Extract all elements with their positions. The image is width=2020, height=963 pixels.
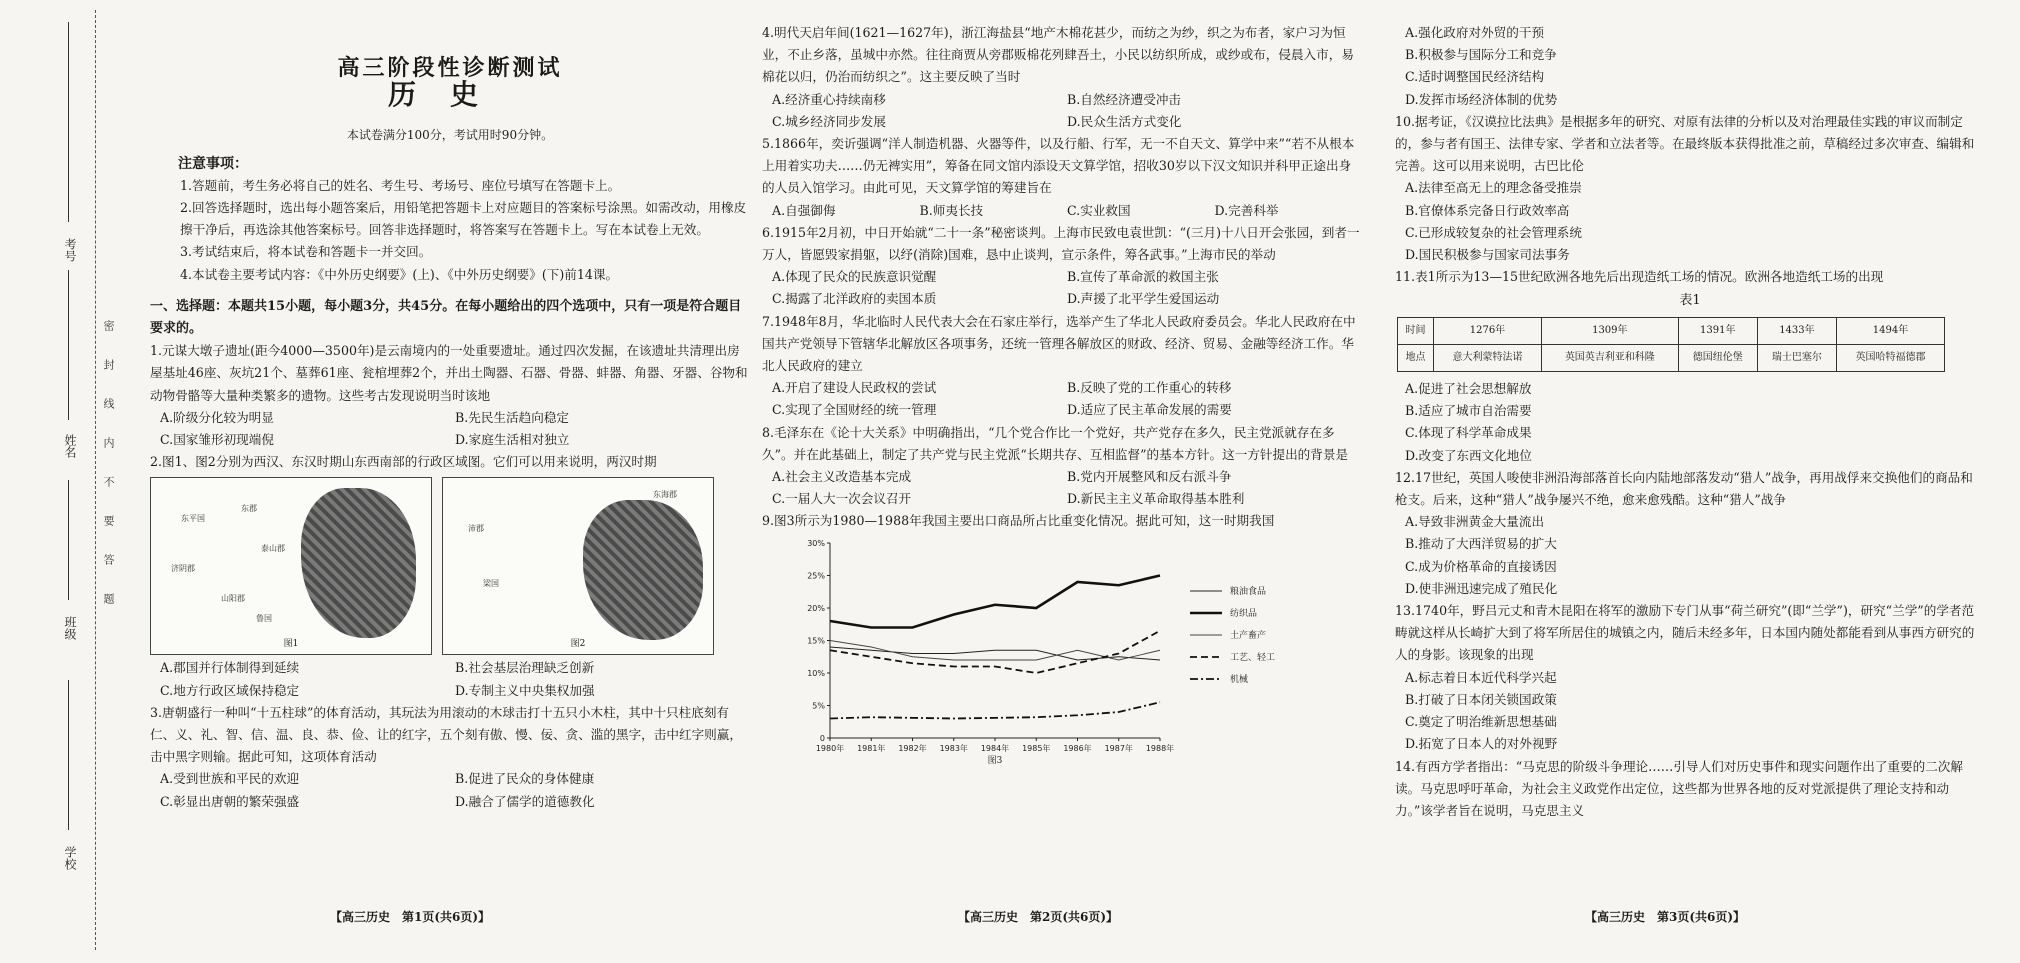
map-figure-1: [150, 477, 432, 655]
y-tick-label: 0: [819, 733, 825, 743]
option-a: A.促进了社会思想解放: [1405, 381, 1532, 397]
seal-char: 线: [102, 398, 115, 437]
question-9-options: [1395, 22, 1985, 111]
map-figure-2: [442, 477, 714, 655]
option-d: D.民众生活方式变化: [1067, 113, 1182, 129]
exam-no-field: [68, 22, 69, 222]
table-cell: 1309年: [1541, 317, 1678, 344]
question-4-options: [762, 89, 1362, 133]
question-5-stem: 5.1866年，奕䜣强调“洋人制造机器、火器等件，以及行船、行军，无一不自天文、算学中来”“若不从根本上用着实功夫……仍无裨实用”，筹备在同文馆内添设天文算学馆，招收30岁以下汉文知识并科甲正途出身的人员入馆学习。由此可见，天文算学馆的筹建旨在: [762, 136, 1355, 196]
page-2: [762, 22, 1362, 774]
table-cell: 1433年: [1757, 317, 1836, 344]
map-label: 东郡: [241, 504, 257, 514]
table-row: [1398, 344, 1945, 371]
option-c: C.地方行政区域保持稳定: [160, 682, 300, 698]
option-b: B.党内开展整风和反右派斗争: [1067, 469, 1232, 485]
option-c: C.一届人大一次会议召开: [772, 491, 912, 507]
option-d: D.新民主主义革命取得基本胜利: [1067, 491, 1245, 507]
option-d: D.完善科举: [1214, 202, 1279, 218]
question-12-options: [1395, 511, 1985, 600]
question-9-stem: 9.图3所示为1980—1988年我国主要出口商品所占比重变化情况。据此可知，这一时期我国: [762, 513, 1275, 529]
option-c: C.已形成较复杂的社会管理系统: [1405, 224, 1582, 240]
x-tick-label: 1984年: [980, 743, 1010, 753]
question-7-options: [762, 377, 1362, 421]
y-tick-label: 20%: [807, 603, 825, 613]
school-field: [68, 680, 69, 830]
page-1-footer: 【高三历史 第1页(共6页)】: [330, 910, 491, 924]
option-a: A.自强御侮: [772, 202, 836, 218]
question-1-options: [150, 407, 750, 451]
option-a: A.导致非洲黄金大量流出: [1405, 514, 1545, 530]
binding-margin: [0, 0, 128, 963]
option-c: C.彰显出唐朝的繁荣强盛: [160, 793, 300, 809]
option-b: B.先民生活趋向稳定: [455, 409, 570, 425]
section-heading: 一、选择题：本题共15小题，每小题3分，共45分。在每小题给出的四个选项中，只有一项是符合题目要求的。: [150, 298, 742, 337]
class-field: [68, 480, 69, 600]
question-1-stem: 1.元谋大墩子遗址(距今4000—3500年)是云南境内的一处重要遗址。通过四次发掘，在该遗址共清理出房屋基址46座、灰坑21个、墓葬61座、瓮棺埋葬2个，并出土陶器、石器、骨器、蚌器、角器、牙器、谷物和动物骨骼等大量种类繁多的遗物。这些考古发现说明当时该地: [150, 343, 748, 403]
seal-warning: [100, 320, 116, 632]
table-row-head: 时间: [1398, 317, 1434, 344]
x-tick-label: 1983年: [939, 743, 968, 753]
option-c: C.体现了科学革命成果: [1405, 425, 1532, 441]
table-cell: 1391年: [1678, 317, 1757, 344]
table-cell: 英国哈特福德郡: [1837, 344, 1945, 371]
option-b: B.自然经济遭受冲击: [1067, 91, 1182, 107]
question-4-stem: 4.明代天启年间(1621—1627年)，浙江海盐县“地产木棉花甚少，而纺之为纱，织之为布者，家户习为恒业，不止乡落，虽城中亦然。往往商贾从旁郡贩棉花列肆吾土，小民以纺织所成，或纱或布，侵晨入市，易棉花以归，仍治而纺织之”。这主要反映了当时: [762, 25, 1354, 85]
figure-2-caption: 图2: [570, 639, 586, 650]
series-line-1: [830, 575, 1160, 627]
seal-char: 要: [102, 515, 115, 554]
notice-item: 4.本试卷主要考试内容：《中外历史纲要》(上)、《中外历史纲要》(下)前14课。: [180, 266, 619, 282]
question-13-stem: 13.1740年，野吕元丈和青木昆阳在将军的激励下专门从事“荷兰研究”(即“兰学”)，研究“兰学”的学者范畴就这样从长崎扩大到了将军所居住的城镇之内，随后未经多年，日本国内随处都能看到从事西方研究的人的身影。该现象的出现: [1395, 603, 1975, 663]
legend-label: 粮油食品: [1230, 586, 1267, 597]
option-a: A.郡国并行体制得到延续: [160, 660, 300, 676]
option-b: B.打破了日本闭关锁国政策: [1405, 691, 1557, 707]
legend-label: 工艺、轻工: [1230, 652, 1276, 663]
question-2-stem: 2.图1、图2分别为西汉、东汉时期山东西南部的行政区域图。它们可以用来说明，两汉时期: [150, 454, 657, 470]
option-d: D.拓宽了日本人的对外视野: [1405, 736, 1558, 752]
map-label: 山阳郡: [221, 594, 245, 604]
export-chart-wrap: [792, 535, 1362, 774]
notice-item: 2.回答选择题时，选出每小题答案后，用铅笔把答题卡上对应题目的答案标号涂黑。如需改动，用橡皮擦干净后，再选涂其他答案标号。回答非选择题时，将答案写在答题卡上。写在本试卷上无效。: [180, 200, 747, 238]
question-3-stem: 3.唐朝盛行一种叫“十五柱球”的体育活动，其玩法为用滚动的木球击打十五只小木柱，其中十只柱底刻有仁、义、礼、智、信、温、良、恭、俭、让的红字，五个刻有傲、慢、佞、贪、滥的黑字，击中红字则赢，击中黑字则输。据此可知，这项体育活动: [150, 704, 742, 765]
option-d: D.发挥市场经济体制的优势: [1405, 91, 1558, 107]
question-2-maps: [150, 477, 750, 655]
seal-char: 内: [102, 437, 115, 476]
question-10-options: [1395, 177, 1985, 266]
table-row-head: 地点: [1398, 344, 1434, 371]
name-label: 姓名: [63, 434, 77, 458]
series-line-3: [830, 630, 1160, 672]
option-b: B.宣传了革命派的救国主张: [1067, 269, 1219, 285]
x-tick-label: 1982年: [898, 743, 927, 753]
option-c: C.揭露了北洋政府的卖国本质: [772, 291, 937, 307]
option-c: C.国家雏形初现端倪: [160, 432, 274, 448]
table-cell: 英国英吉利亚和科隆: [1541, 344, 1678, 371]
option-a: A.开启了建设人民政权的尝试: [772, 380, 937, 396]
y-tick-label: 15%: [807, 636, 825, 646]
map-label: 济阴郡: [171, 564, 195, 574]
x-tick-label: 1987年: [1104, 743, 1133, 753]
option-c: C.成为价格革命的直接诱因: [1405, 558, 1557, 574]
series-line-4: [830, 702, 1160, 718]
option-b: B.积极参与国际分工和竞争: [1405, 47, 1557, 63]
page-2-footer: 【高三历史 第2页(共6页)】: [958, 910, 1119, 924]
table-cell: 1494年: [1837, 317, 1945, 344]
option-d: D.国民积极参与国家司法事务: [1405, 247, 1570, 263]
table-cell: 瑞士巴塞尔: [1757, 344, 1836, 371]
x-tick-label: 1986年: [1063, 743, 1092, 753]
option-d: D.声援了北平学生爱国运动: [1067, 291, 1220, 307]
question-7-stem: 7.1948年8月，华北临时人民代表大会在石家庄举行，选举产生了华北人民政府委员会。华北人民政府在中国共产党领导下管辖华北解放区各项事务，还统一管理各解放区的财政、经济、贸易、金融等经济工作。华北人民政府的建立: [762, 313, 1356, 374]
option-a: A.阶级分化较为明显: [160, 409, 274, 425]
option-a: A.标志着日本近代科学兴起: [1405, 669, 1557, 685]
chart-caption: 图3: [987, 755, 1003, 766]
question-6-options: [762, 266, 1362, 310]
option-b: B.官僚体系完备日行政效率高: [1405, 202, 1570, 218]
option-b: B.促进了民众的身体健康: [455, 771, 595, 787]
x-tick-label: 1988年: [1145, 743, 1175, 753]
option-d: D.家庭生活相对独立: [455, 432, 570, 448]
x-tick-label: 1985年: [1022, 743, 1051, 753]
figure-1-caption: 图1: [283, 639, 299, 650]
question-3-options: [150, 768, 750, 812]
option-d: D.适应了民主革命发展的需要: [1067, 402, 1232, 418]
question-2-options: [150, 657, 750, 701]
table-1-caption: 表1: [1679, 293, 1701, 309]
table-row: [1398, 317, 1945, 344]
legend-label: 纺织品: [1230, 608, 1258, 619]
option-c: C.实现了全国财经的统一管理: [772, 402, 937, 418]
y-tick-label: 30%: [807, 538, 825, 548]
seal-char: 封: [102, 359, 115, 398]
subject-title: 历史: [387, 78, 512, 112]
question-13-options: [1395, 667, 1985, 756]
question-8-options: [762, 466, 1362, 510]
option-c: C.城乡经济同步发展: [772, 113, 886, 129]
option-a: A.社会主义改造基本完成: [772, 469, 912, 485]
option-b: B.推动了大西洋贸易的扩大: [1405, 536, 1557, 552]
option-c: C.实业救国: [1067, 202, 1131, 218]
map-label: 泰山郡: [261, 544, 285, 554]
question-8-stem: 8.毛泽东在《论十大关系》中明确指出，“几个党合作比一个党好，共产党存在多久，民主党派就存在多久”。并在此基础上，制定了共产党与民主党派“长期共存、互相监督”的基本方针。这一方针提出的背景是: [762, 424, 1349, 462]
option-a: A.强化政府对外贸的干预: [1405, 25, 1545, 40]
option-c: C.奠定了明治维新思想基础: [1405, 714, 1557, 730]
page-1: [150, 22, 750, 813]
name-field: [68, 270, 69, 420]
question-10-stem: 10.据考证，《汉谟拉比法典》是根据多年的研究、对原有法律的分析以及对治理最佳实践的审议而制定的，参与者有国王、法律专家、学者和立法者等。在最终版本获得批准之前，草稿经过多次审查、编辑和完善。这可以用来说明，古巴比伦: [1395, 113, 1975, 174]
map-hatched-region: [301, 488, 416, 638]
notice-item: 3.考试结束后，将本试卷和答题卡一并交回。: [180, 244, 432, 260]
question-6-stem: 6.1915年2月初，中日开始就“二十一条”秘密谈判。上海市民致电袁世凯：“(三月)十八日开会张园，到者一万人，皆愿毁家捐躯，以纾(消除)国难，恳中止谈判，宣示条件，筹各武事。”上海市民的举动: [762, 224, 1360, 263]
option-d: D.使非洲迅速完成了殖民化: [1405, 580, 1558, 596]
school-label: 学校: [63, 846, 77, 870]
option-d: D.融合了儒学的道德教化: [455, 793, 595, 809]
option-b: B.反映了党的工作重心的转移: [1067, 380, 1232, 396]
seal-char: 密: [102, 320, 115, 359]
page-3-footer: 【高三历史 第3页(共6页)】: [1585, 910, 1746, 924]
option-a: A.法律至高无上的理念备受推崇: [1405, 180, 1582, 196]
notice-title: 注意事项：: [178, 155, 248, 172]
map-label: 梁国: [483, 579, 499, 589]
table-1: [1397, 317, 1945, 372]
map-label: 沛郡: [468, 524, 484, 534]
option-b: B.师夷长技: [919, 202, 984, 218]
question-12-stem: 12.17世纪，英国人唆使非洲沿海部落首长向内陆地部落发动“猎人”战争，再用战俘来交换他们的商品和枪支。后来，这种“猎人”战争屡兴不绝，愈来愈残酷。这种“猎人”战争: [1395, 469, 1973, 508]
option-b: B.社会基层治理缺乏创新: [455, 660, 595, 676]
seal-line: [95, 10, 96, 950]
map-label: 东平国: [181, 514, 205, 524]
seal-char: 不: [102, 476, 115, 515]
y-tick-label: 10%: [807, 668, 825, 678]
seal-char: 答: [102, 554, 115, 593]
map-hatched-region: [583, 500, 703, 640]
option-b: B.适应了城市自治需要: [1405, 403, 1532, 419]
question-11-options: [1395, 378, 1985, 467]
option-a: A.经济重心持续南移: [772, 91, 886, 107]
question-14-stem: 14.有西方学者指出：“马克思的阶级斗争理论……引导人们对历史事件和现实问题作出了重要的二次解读。马克思呼吁革命，为社会主义政党作出定位，这些都为世界各地的反对党派提供了理论支持和动力。”该学者旨在说明，马克思主义: [1395, 758, 1963, 818]
table-cell: 德国纽伦堡: [1678, 344, 1757, 371]
y-tick-label: 25%: [807, 571, 825, 581]
option-a: A.体现了民众的民族意识觉醒: [772, 269, 937, 285]
export-share-line-chart: [792, 535, 1312, 767]
exam-title: 高三阶段性诊断测试: [337, 56, 563, 81]
option-d: D.专制主义中央集权加强: [455, 682, 595, 698]
notice-item: 1.答题前，考生务必将自己的姓名、考生号、考场号、座位号填写在答题卡上。: [180, 177, 621, 193]
map-label: 鲁国: [256, 614, 272, 624]
map-label: 东海郡: [653, 490, 677, 500]
x-tick-label: 1981年: [857, 743, 886, 753]
x-tick-label: 1980年: [815, 743, 845, 753]
option-a: A.受到世族和平民的欢迎: [160, 771, 300, 787]
table-cell: 意大利蒙特法诺: [1433, 344, 1541, 371]
question-11-stem: 11.表1所示为13—15世纪欧洲各地先后出现造纸工场的情况。欧洲各地造纸工场的出现: [1395, 269, 1884, 285]
legend-label: 机械: [1230, 674, 1249, 685]
y-tick-label: 5%: [812, 701, 825, 711]
seal-char: 题: [102, 593, 115, 632]
legend-label: 土产畜产: [1230, 630, 1267, 641]
exam-no-label: 考号: [63, 238, 77, 262]
question-5-options: [762, 200, 1362, 222]
option-c: C.适时调整国民经济结构: [1405, 69, 1545, 85]
class-label: 班级: [63, 616, 77, 640]
score-info: 本试卷满分100分，考试用时90分钟。: [346, 128, 554, 143]
option-d: D.改变了东西文化地位: [1405, 447, 1532, 463]
page-3: [1395, 22, 1985, 822]
table-cell: 1276年: [1433, 317, 1541, 344]
